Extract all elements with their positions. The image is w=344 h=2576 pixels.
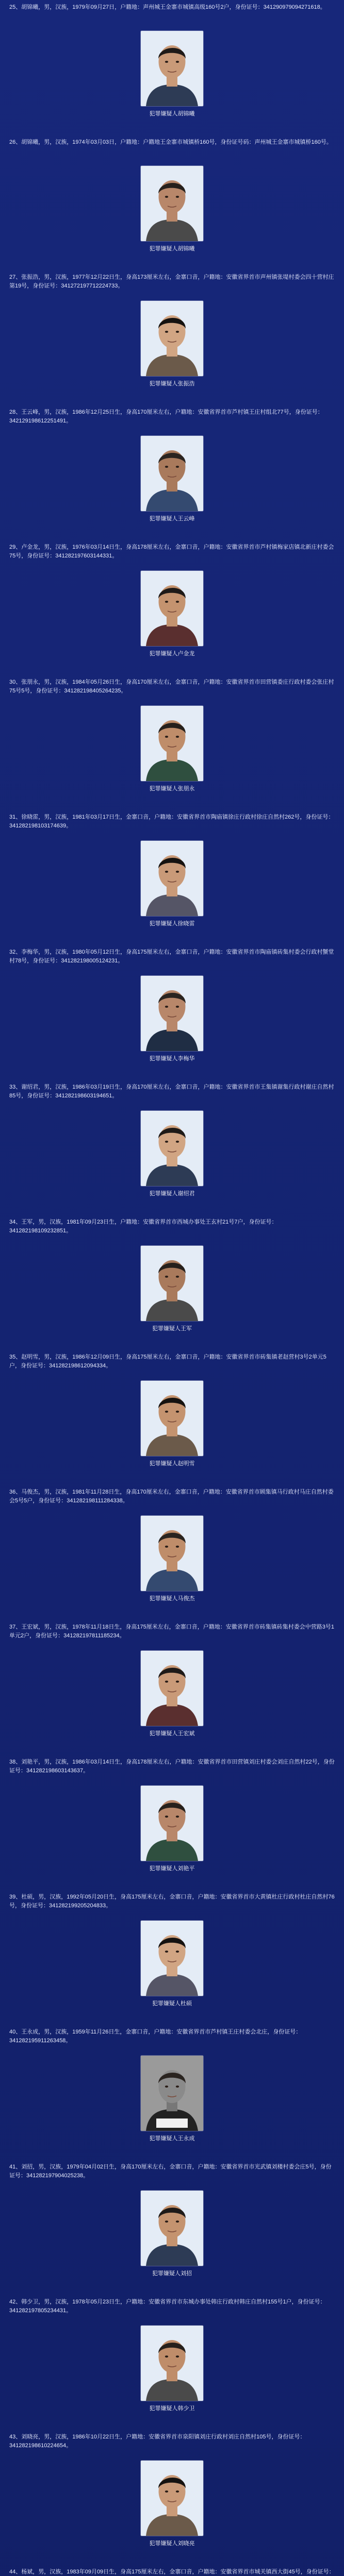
suspect-photo — [141, 2461, 203, 2536]
photo-caption: 犯罪嫌疑人谢绍君 — [149, 1191, 195, 1197]
photo-caption: 犯罪嫌疑人马俊杰 — [149, 1596, 195, 1602]
photo-caption: 犯罪嫌疑人刘艳平 — [149, 1866, 195, 1872]
photo-caption: 犯罪嫌疑人王宏斌 — [149, 1731, 195, 1737]
suspect-photo — [141, 841, 203, 916]
suspect-description: 30、张朋永，男，汉族，1984年05月26日生，身高170厘米左右，金寨口音，户籍地：安徽省界首市田营镇委庄行政村委会张庄村75号5号，身份证号：341282198405264235。 — [9, 679, 334, 694]
photo-caption: 犯罪嫌疑人刘晓亮 — [149, 2540, 195, 2547]
photo-caption: 犯罪嫌疑人赵明雪 — [149, 1461, 195, 1467]
suspect-description: 32、李梅华，男，汉族，1980年05月12日生，身高175厘米左右，金寨口音，户籍地：安徽省界首市陶庙镇砖集村委会行政村蟹堂村78号，身份证号：341282198005124231。 — [9, 949, 334, 964]
suspect-description: 27、张振浩，男，汉族，1977年12月22日生，身高173厘米左右，金寨口音，户籍地：安徽省界首市声州镇张堤村委会四十营村庄第19号，身份证号：341272197712224733。 — [9, 274, 334, 289]
suspect-description: 38、刘艳平，男，汉族，1986年03月14日生，身高178厘米左右，户籍地：安徽省界首市田营镇刘庄村委会刘庄自然村22号，身份证号：341282198603143637。 — [9, 1759, 335, 1774]
photo-caption: 犯罪嫌疑人张振浩 — [149, 381, 195, 387]
suspect-photo — [141, 976, 203, 1051]
suspect-photo — [141, 31, 203, 106]
suspect-photo — [141, 571, 203, 646]
suspect-description: 43、刘晓亮，男，汉族，1986年10月22日生，户籍地：安徽省界首市泉阳镇刘庄行政村刘庄自然村105号，身份证号：341282198610224654。 — [9, 2434, 306, 2449]
photo-caption: 犯罪嫌疑人刘招 — [152, 2270, 192, 2277]
photo-caption: 犯罪嫌疑人胡锦曦 — [149, 111, 195, 117]
suspect-description: 39、杜硕，男，汉族，1992年05月20日生，身高175厘米左右，金寨口音，户籍地：安徽省界首市大黄镇杜庄行政村杜庄自然村76号，身份证号：341282199205204833。 — [9, 1894, 335, 1909]
photo-caption: 犯罪嫌疑人王云峰 — [149, 516, 195, 522]
suspect-photo — [141, 2056, 203, 2131]
photo-caption: 犯罪嫌疑人卢金龙 — [149, 651, 195, 657]
photo-caption: 犯罪嫌疑人李梅华 — [149, 1056, 195, 1062]
suspect-description: 37、王宏斌，男，汉族，1978年11月18日生，身高175厘米左右，金寨口音，户籍地：安徽省界首市砖集镇砖集村委会中营路3号1单元2户，身份证号：341282197811185234。 — [9, 1624, 334, 1639]
suspect-photo — [141, 706, 203, 781]
suspect-description: 29、卢金龙，男，汉族，1976年03月14日生，身高178厘米左右，金寨口音，户籍地：安徽省界首市芦村镇梅家店镇北新庄村委会75号，身份证号：341282197603144331。 — [9, 544, 334, 559]
suspect-description: 44、杨斌，男，汉族，1983年09月09日生，身高175厘米左右，金寨口音，户籍地：安徽省界首市城关镇西大街45号，身份证号： — [9, 2569, 335, 2575]
suspect-description: 28、王云峰，男，汉族，1986年12月25日生，身高170厘米左右，户籍地：安徽省界首市芦村镇王庄村组北77号，身份证号：342129198612251491。 — [9, 409, 323, 424]
suspect-photo — [141, 301, 203, 376]
suspect-description: 42、韩少卫，男，汉族，1978年05月23日生，户籍地：安徽省界首市东城办事处韩庄行政村韩庄自然村155号1户，身份证号：341282197805234431。 — [9, 2299, 326, 2314]
photo-caption: 犯罪嫌疑人胡锦曦 — [149, 246, 195, 252]
suspect-description: 40、王永成，男，汉族，1959年11月26日生，金寨口音，户籍地：安徽省界首市芦村镇王庄村委会北庄，身份证号：341282195911263458。 — [9, 2029, 302, 2044]
suspect-photo — [141, 2326, 203, 2401]
suspect-photo — [141, 1786, 203, 1861]
suspect-description: 31、徐晓雷，男，汉族，1981年03月17日生，金寨口音，户籍地：安徽省界首市陶庙镇徐庄行政村徐庄自然村262号，身份证号：341282198103174639。 — [9, 814, 334, 829]
photo-caption: 犯罪嫌疑人王军 — [152, 1326, 192, 1332]
suspect-description: 35、赵明雪，男，汉族，1986年12月09日生，身高175厘米左右，金寨口音，户籍地：安徽省界首市砖集镇老赵营村3号2单元5户，身份证号：341282198612094334。 — [9, 1354, 326, 1369]
photo-caption: 犯罪嫌疑人杜硕 — [152, 2001, 192, 2007]
suspect-photo — [141, 1651, 203, 1726]
photo-caption: 犯罪嫌疑人韩少卫 — [149, 2405, 195, 2412]
suspect-description: 41、刘招，男，汉族，1979年04月02日生，身高170厘米左右，金寨口音，户籍地：安徽省界首市光武镇刘楼村委会庄5号，身份证号：341282197904025238。 — [9, 2164, 332, 2179]
suspect-description: 33、谢绍君，男，汉族，1986年03月19日生，身高170厘米左右，金寨口音，户籍地：安徽省界首市王集镇谢集行政村谢庄自然村85号，身份证号：341282198603194651。 — [9, 1084, 334, 1099]
suspect-description: 25、胡锦曦，男，汉族，1979年09月27日，户籍地：声州城王金寨市城镇高级160号2户，身份证号：341290979094271618。 — [9, 4, 326, 10]
suspect-photo — [141, 436, 203, 511]
suspect-photo — [141, 2191, 203, 2266]
suspect-photo — [141, 1516, 203, 1591]
suspect-description: 36、马俊杰，男，汉族，1981年11月28日生，身高170厘米左右，金寨口音，户籍地：安徽省界首市顾集镇马行政村马庄自然村委会5号5户，身份证号：341282198111284338。 — [9, 1489, 334, 1504]
photo-caption: 犯罪嫌疑人张朋永 — [149, 786, 195, 792]
suspect-photo — [141, 166, 203, 241]
photo-caption: 犯罪嫌疑人王永成 — [149, 2136, 195, 2142]
suspect-photo — [141, 1246, 203, 1321]
suspect-description: 26、胡锦曦，男，汉族，1974年03月03日，户籍地：户籍地王金寨市城镇桥160号，身份证号码：声州城王金寨市城镇桥160号。 — [9, 139, 332, 145]
suspect-photo — [141, 1111, 203, 1186]
photo-caption: 犯罪嫌疑人徐晓雷 — [149, 921, 195, 927]
suspect-photo — [141, 1921, 203, 1996]
suspect-photo — [141, 1381, 203, 1456]
suspect-description: 34、王军，男，汉族，1981年09月23日生，户籍地：安徽省界首市西城办事处王玄村21号7户，身份证号：341282198109232851。 — [9, 1219, 277, 1234]
